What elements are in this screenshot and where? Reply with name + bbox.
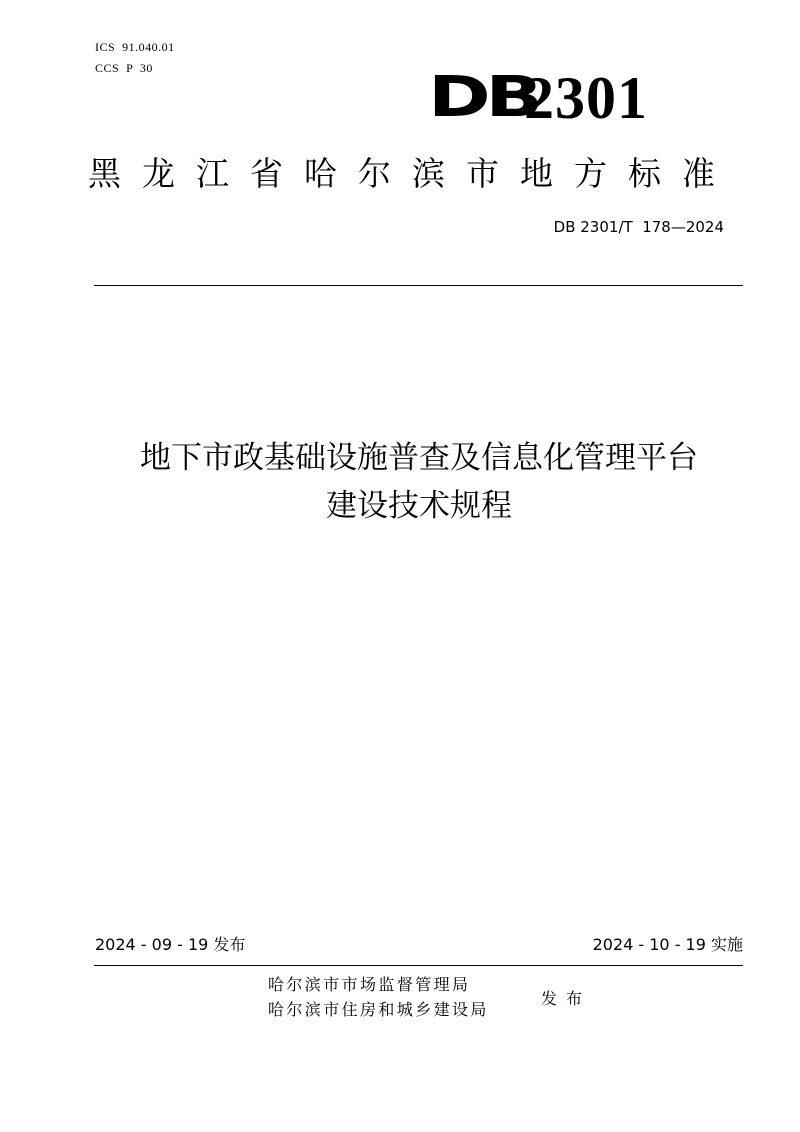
ics-code: ICS 91.040.01 bbox=[95, 40, 175, 54]
standard-number: DB 2301/T 178—2024 bbox=[553, 218, 724, 236]
standard-mark-code: 2301 bbox=[524, 65, 648, 131]
publish-date: 2024 - 09 - 19 发布 bbox=[95, 935, 246, 954]
top-divider bbox=[94, 285, 743, 286]
issuer-market-supervision: 哈尔滨市市场监督管理局 bbox=[268, 975, 471, 994]
document-title bbox=[0, 434, 800, 530]
issuing-authorities bbox=[268, 972, 489, 1022]
standard-mark-logo bbox=[428, 58, 698, 138]
title-line-2: 建设技术规程 bbox=[326, 488, 512, 524]
issuer-housing-construction: 哈尔滨市住房和城乡建设局 bbox=[268, 1000, 489, 1019]
title-line-1: 地下市政基础设施普查及信息化管理平台 bbox=[140, 440, 698, 476]
implement-date: 2024 - 10 - 19 实施 bbox=[592, 935, 743, 954]
issue-label: 发布 bbox=[541, 989, 592, 1008]
standard-category: 黑龙江省哈尔滨市地方标准 bbox=[88, 154, 736, 193]
bottom-divider bbox=[94, 965, 743, 966]
standard-mark-prefix: DB bbox=[428, 65, 538, 130]
ccs-code: CCS P 30 bbox=[95, 61, 153, 75]
